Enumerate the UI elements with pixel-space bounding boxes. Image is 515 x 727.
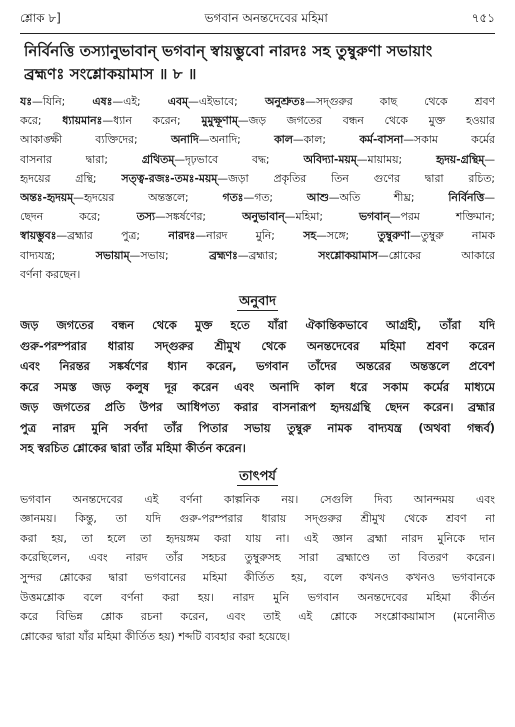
- sanskrit-term: নির্বিনত্তি: [448, 191, 485, 205]
- sanskrit-term: কর্ম-বাসনা: [359, 133, 404, 147]
- term-meaning: করে;: [20, 114, 63, 128]
- term-meaning: —জড় জগতের বন্ধন থেকে মুক্ত হওয়ার: [237, 114, 495, 128]
- purport-line: উত্তমশ্লোক বলে বর্ণনা করা হয়। নারদ মুনি ভগবান অনন্তদেবের মহিমা কীর্তন: [20, 590, 495, 604]
- sanskrit-term: অবিদ্যা-ময়ম্: [303, 152, 357, 166]
- sanskrit-verse: [24, 40, 491, 86]
- verse-number-label: শ্লোক ৮]: [20, 11, 61, 25]
- translation-line: করে সমস্ত জড় কলুষ দূর করেন এবং অনাদি কাল ধরে সকাম কর্মের মাধ্যমে: [20, 379, 495, 394]
- term-meaning: —জড়া প্রকৃতির তিন গুণের দ্বারা রচিত;: [217, 171, 495, 185]
- sanskrit-term: নারদঃ: [168, 229, 196, 243]
- term-meaning: হৃদয়ের গ্রন্থি;: [20, 171, 122, 185]
- translation-line: জড় জগতের বন্ধন থেকে মুক্ত হতে যাঁরা ঐকান্তিকভাবে আগ্রহী, তাঁরা যদি: [20, 318, 495, 333]
- sanskrit-term: কাল: [274, 133, 293, 147]
- sanskrit-term: সংশ্লোকয়ামাস: [318, 248, 378, 262]
- purport-heading: [20, 467, 495, 488]
- sanskrit-term: অনাদি: [170, 133, 199, 147]
- header-rule: [20, 33, 495, 34]
- term-meaning: —এই;: [112, 95, 168, 108]
- sanskrit-term: এষঃ: [92, 95, 113, 108]
- sanskrit-term: সভায়াম্: [95, 248, 130, 262]
- term-meaning: আকাঙ্ক্ষী ব্যক্তিদের;: [20, 133, 171, 147]
- verse-line-1: নির্বিনত্তি তস্যানুভাবান্ ভগবান্ স্বায়ম্ভুবো নারদঃ সহ তুম্বুরুণা সভায়াং: [24, 42, 433, 60]
- term-meaning: —হৃদয়ের অন্তস্তলে;: [73, 191, 223, 205]
- term-meaning: —কাল;: [292, 133, 360, 147]
- synonym-line: [20, 246, 495, 265]
- sanskrit-term: ব্রহ্মণঃ: [209, 248, 238, 262]
- purport-line: সুন্দর শ্লোকের দ্বারা ভগবানের মহিমা কীর্তিত হয়, বলে কখনও কখনও ভগবানকে: [20, 570, 495, 584]
- synonym-line: [20, 265, 495, 284]
- purport-title: তাৎপর্য: [239, 468, 276, 484]
- translation-line: জড় জগতের প্রতি উপর আধিপত্য করার বাসনারূপ হৃদয়গ্রন্থি ছেদন করেন। ব্রহ্মার: [20, 400, 495, 415]
- translation-line: এবং নিরন্তর সঙ্কর্ষণের ধ্যান করেন, ভগবান তাঁদের অন্তরের অন্তস্তলে প্রবেশ: [20, 359, 495, 374]
- term-meaning: —দৃঢ়ভাবে বদ্ধ;: [174, 152, 304, 166]
- term-meaning: —গত;: [243, 191, 307, 205]
- term-meaning: বর্ণনা করছেন।: [20, 267, 81, 281]
- synonym-line: [20, 111, 495, 130]
- synonym-line: [20, 226, 495, 245]
- synonym-line: [20, 150, 495, 169]
- sanskrit-term: অনুশ্রুতঃ: [264, 95, 306, 108]
- translation-text: [20, 315, 495, 459]
- sanskrit-term: ভগবান্: [359, 210, 390, 224]
- translation-title: অনুবাদ: [239, 294, 276, 310]
- translation-line: গুরু-পরম্পরার ধারায় সদ্‌গুরুর শ্রীমুখ থেকে অনন্তদেবের মহিমা শ্রবণ করেন: [20, 338, 495, 353]
- term-meaning: —পরম শক্তিমান;: [389, 210, 495, 224]
- term-meaning: —সভায়;: [129, 248, 210, 262]
- term-meaning: —ধ্যান করেন;: [102, 114, 202, 128]
- word-meanings: [20, 92, 495, 284]
- sanskrit-term: অন্তঃ-হৃদয়ম্: [20, 191, 74, 205]
- term-meaning: —ব্রহ্মার;: [237, 248, 319, 262]
- synonym-line: [20, 188, 495, 207]
- sanskrit-term: হৃদয়-গ্রন্থিম্: [436, 152, 485, 166]
- term-meaning: ছেদন করে;: [20, 210, 137, 224]
- purport-line: করেছিলেন, এবং নারদ তাঁর সহচর তুম্বুরুসহ সারা ব্রহ্মাণ্ডে তা বিতরণ করেন।: [20, 551, 495, 565]
- term-meaning: —মায়াময়;: [356, 152, 437, 166]
- term-meaning: বাসনার দ্বারা;: [20, 152, 142, 166]
- sanskrit-term: গতঃ: [222, 191, 244, 205]
- sanskrit-term: স্বায়ম্ভুবঃ: [20, 229, 57, 243]
- sanskrit-term: সহ: [303, 229, 317, 243]
- term-meaning: —শ্লোকের আকারে: [377, 248, 495, 262]
- translation-heading: [20, 292, 495, 313]
- sanskrit-term: আশু: [306, 191, 329, 205]
- term-meaning: —সঙ্কর্ষণের;: [154, 210, 243, 224]
- term-meaning: বাদ্যযন্ত্র;: [20, 248, 96, 262]
- term-meaning: —এইভাবে;: [188, 95, 265, 108]
- term-meaning: —সদ্‌গুরুর কাছ থেকে শ্রবণ: [305, 95, 495, 108]
- synonym-line: [20, 207, 495, 226]
- purport-text: [20, 490, 495, 647]
- translation-line: পুত্র নারদ মুনি সর্বদা তাঁর পিতার সভায় তুম্বুরু নামক বাদ্যযন্ত্র (অথবা গন্ধর্ব): [20, 420, 495, 435]
- term-meaning: —মহিমা;: [284, 210, 360, 224]
- term-meaning: —: [484, 152, 495, 166]
- term-meaning: —তুম্বুরু নামক: [409, 229, 495, 243]
- sanskrit-term: গ্রথিতম্: [141, 152, 175, 166]
- term-meaning: —ব্রহ্মার পুত্র;: [56, 229, 169, 243]
- page-number: ৭৫১: [471, 11, 495, 25]
- purport-line: করে বিভিন্ন শ্লোক রচনা করেন, এবং তাই এই শ্লোকে সংশ্লোকয়ামাস (মনোনীত: [20, 610, 495, 624]
- sanskrit-term: এবম্: [167, 95, 189, 108]
- synonym-line: [20, 130, 495, 149]
- verse-line-2: ব্রহ্মণঃ সংশ্লোকয়ামাস ॥ ৮ ॥: [24, 65, 197, 83]
- purport-line: শ্লোকের দ্বারা যাঁর মহিমা কীর্তিত হয়) শব্দটি ব্যবহার করা হয়েছে।: [20, 629, 291, 643]
- term-meaning: —সকাম কর্মের: [403, 133, 495, 147]
- term-meaning: —অনাদি;: [198, 133, 275, 147]
- translation-line: সহ স্বরচিত শ্লোকের দ্বারা তাঁর মহিমা কীর্তন করেন।: [20, 441, 246, 456]
- sanskrit-term: অনুভাবান্: [242, 210, 285, 224]
- term-meaning: —অতি শীঘ্র;: [328, 191, 449, 205]
- sanskrit-term: ধ্যায়মানঃ: [62, 114, 103, 128]
- term-meaning: —যিনি;: [31, 95, 93, 108]
- purport-line: জ্ঞানময়। কিন্তু, তা যদি গুরু-পরম্পরার ধারায় সদ্‌গুরুর শ্রীমুখ থেকে শ্রবণ না: [20, 512, 495, 526]
- term-meaning: —নারদ মুনি;: [195, 229, 304, 243]
- sanskrit-term: মুমুক্ষূণাম্: [201, 114, 238, 128]
- sanskrit-term: তস্য: [136, 210, 155, 224]
- term-meaning: —সঙ্গে;: [316, 229, 378, 243]
- sanskrit-term: সত্ত্ব-রজঃ-তমঃ-ময়ম্: [121, 171, 218, 185]
- purport-line: করা হয়, তা হলে তা হৃদয়ঙ্গম করা যায় না। এই জ্ঞান ব্রহ্মা নারদ মুনিকে দান: [20, 531, 495, 545]
- synonym-line: [20, 92, 495, 111]
- chapter-title: ভগবান অনন্তদেবের মহিমা: [204, 11, 328, 25]
- sanskrit-term: তুম্বুরুণা: [377, 229, 410, 243]
- running-header: [20, 0, 495, 30]
- sanskrit-term: যঃ: [20, 95, 32, 108]
- term-meaning: —: [484, 191, 495, 205]
- purport-line: ভগবান অনন্তদেবের এই বর্ণনা কাল্পনিক নয়। সেগুলি দিব্য আনন্দময় এবং: [20, 492, 495, 506]
- synonym-line: [20, 169, 495, 188]
